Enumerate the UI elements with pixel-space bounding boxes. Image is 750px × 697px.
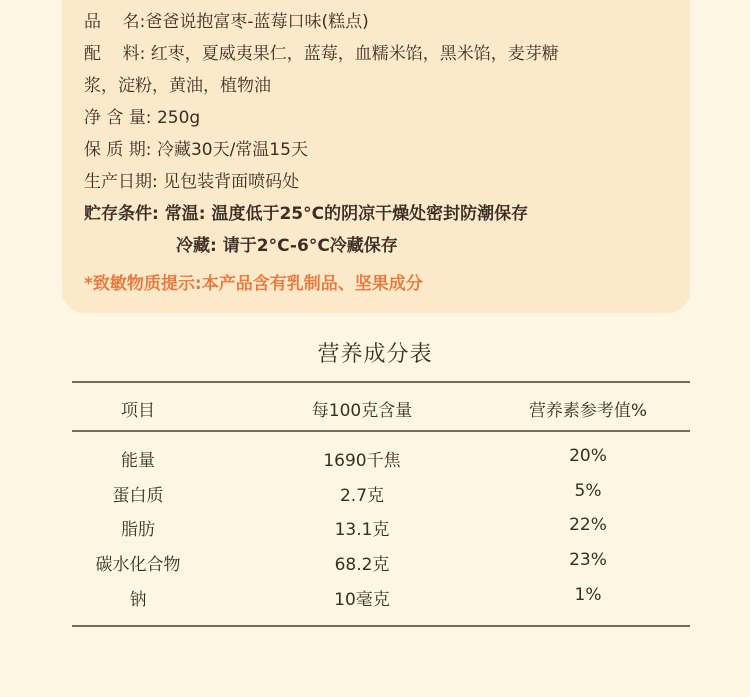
storage-label: 贮存条件: (84, 204, 159, 224)
shelf-life-row (84, 138, 308, 162)
row-carbs-amount: 68.2克 (334, 555, 390, 575)
product-name-label: 品 名: (84, 12, 146, 32)
row-energy-item: 能量 (121, 451, 155, 471)
header-item: 项目 (121, 401, 155, 421)
ingredients-row-continued (84, 74, 271, 98)
row-protein-amount: 2.7克 (339, 486, 385, 506)
storage-room-value: 温度低于25°C的阴凉干燥处密封防潮保存 (211, 204, 529, 224)
row-protein-nrv: 5% (574, 481, 602, 501)
row-sodium-amount: 10毫克 (334, 590, 390, 610)
storage-cold-row (176, 234, 398, 258)
row-fat-amount: 13.1克 (334, 520, 390, 540)
production-date-value: 见包装背面喷码处 (163, 172, 300, 192)
production-date-label: 生产日期: (84, 172, 158, 192)
storage-cold-label: 冷藏: (176, 236, 217, 256)
row-energy-nrv: 20% (569, 446, 607, 466)
table-header-rule (72, 430, 690, 432)
shelf-life-value: 冷藏30天/常温15天 (156, 140, 308, 160)
header-per-100g: 每100克含量 (311, 401, 413, 421)
ingredients-row (84, 42, 559, 66)
header-nrv: 营养素参考值% (528, 401, 648, 421)
row-fat-item: 脂肪 (121, 520, 155, 540)
net-content-row (84, 106, 200, 130)
production-date-row (84, 170, 299, 194)
row-protein-item: 蛋白质 (112, 486, 164, 506)
row-sodium-item: 钠 (129, 590, 147, 610)
storage-row (84, 202, 528, 226)
storage-cold-value: 请于2°C-6°C冷藏保存 (222, 236, 398, 256)
net-content-label: 净 含 量: (84, 108, 152, 128)
product-name-row (84, 10, 369, 34)
table-top-rule (72, 381, 690, 383)
allergy-notice: *致敏物质提示:本产品含有乳制品、坚果成分 (84, 274, 423, 294)
row-energy-amount: 1690千焦 (323, 451, 401, 471)
nutrition-table-title: 营养成分表 (317, 342, 433, 367)
ingredients-label: 配 料: (84, 44, 146, 64)
ingredients-value-line1: 红枣，夏威夷果仁，蓝莓，血糯米馅，黑米馅，麦芽糖 (150, 44, 559, 64)
row-carbs-nrv: 23% (569, 550, 607, 570)
row-sodium-nrv: 1% (574, 585, 602, 605)
shelf-life-label: 保 质 期: (84, 140, 152, 160)
ingredients-value-line2: 浆，淀粉，黄油，植物油 (84, 76, 271, 96)
product-name-value: 爸爸说抱富枣-蓝莓口味(糕点) (145, 12, 369, 32)
row-fat-nrv: 22% (569, 515, 607, 535)
net-content-value: 250g (156, 108, 201, 128)
storage-room-label: 常温: (164, 204, 206, 224)
table-bottom-rule (72, 625, 690, 627)
row-carbs-item: 碳水化合物 (95, 555, 181, 575)
